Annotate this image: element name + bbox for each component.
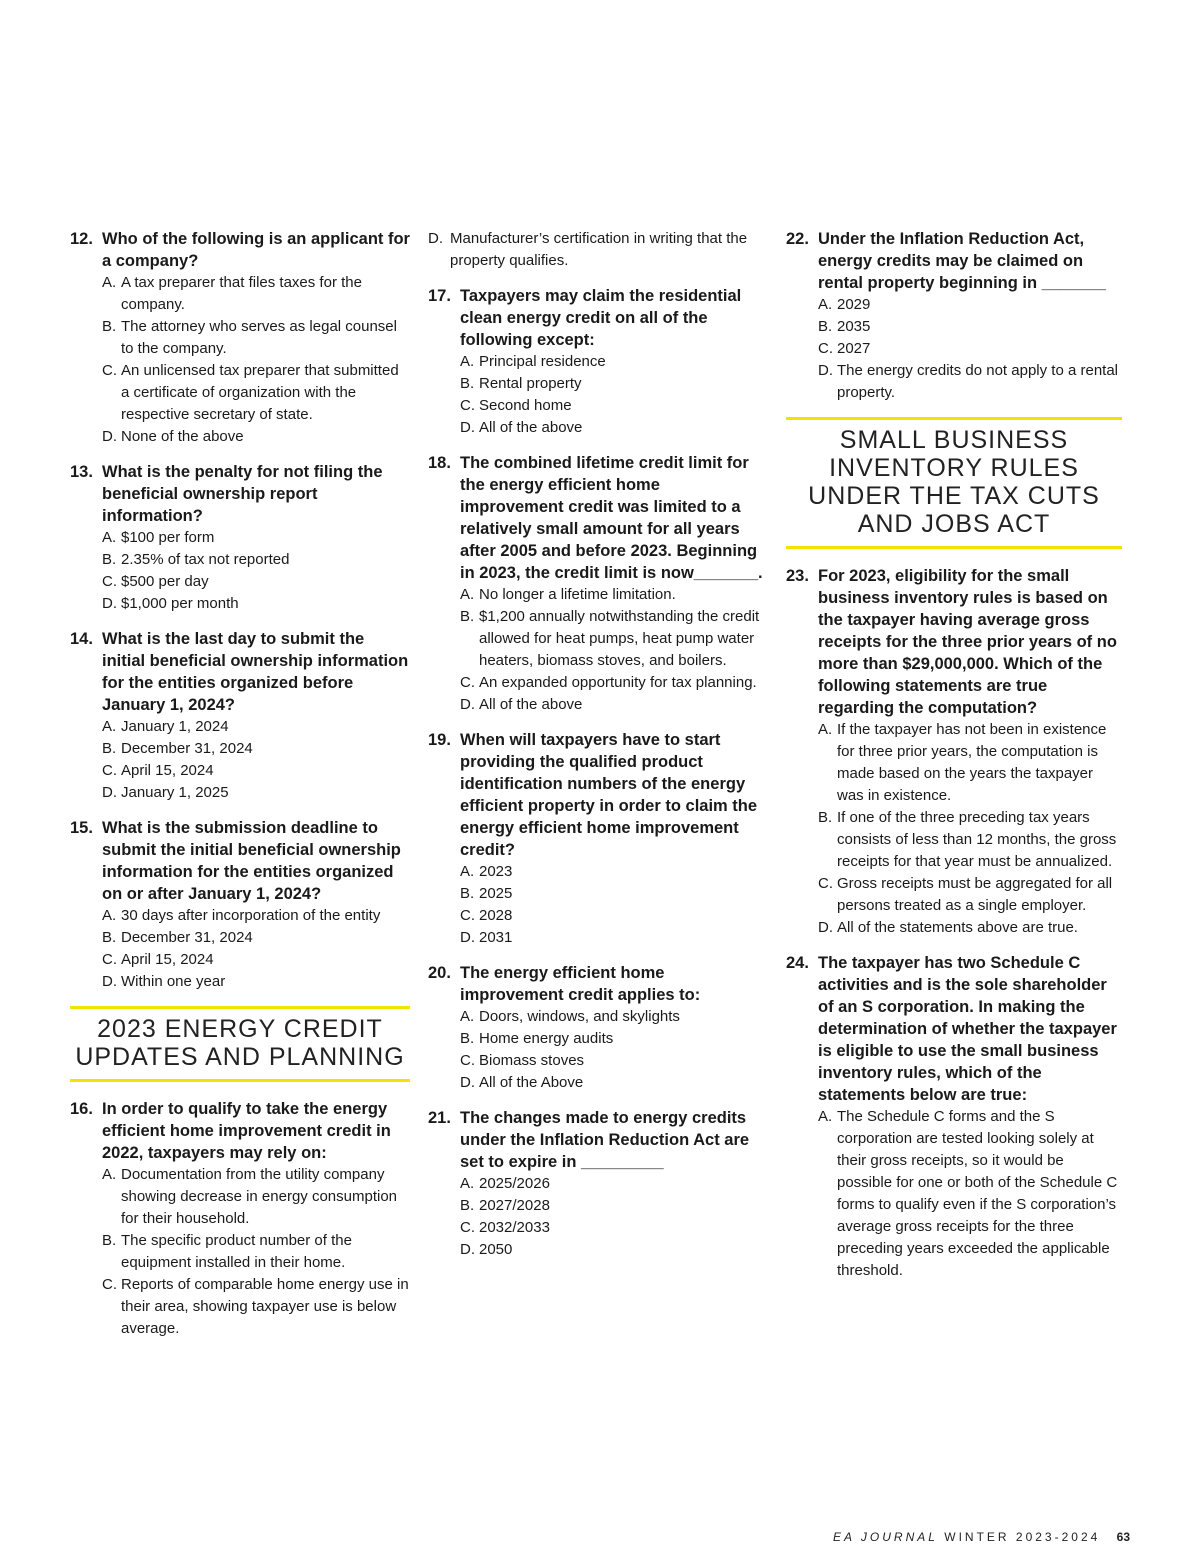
- option-letter: A.: [460, 863, 475, 880]
- option-letter: B.: [102, 929, 117, 946]
- answer-option: [102, 316, 410, 360]
- option-text: The Schedule C forms and the S corporation are tested looking solely at their gross receipts, so it would be possible for one or both of the Schedule C forms to qualify even if the S corporation’s average gross receipts for the three preceding years exceeded the applicable threshold.: [837, 1108, 1118, 1279]
- option-text: $1,200 annually notwithstanding the credit allowed for heat pumps, heat pump water heaters, biomass stoves, and boilers.: [479, 608, 760, 669]
- question-item: [70, 228, 410, 448]
- answer-options: [786, 294, 1122, 404]
- page-number: 63: [1116, 1530, 1130, 1544]
- question-number: 22.: [786, 230, 809, 248]
- question-item: [786, 565, 1122, 939]
- option-letter: C.: [102, 762, 117, 779]
- question-stem: [786, 228, 1122, 294]
- option-text: No longer a lifetime limitation.: [479, 586, 676, 603]
- answer-option: [102, 360, 410, 426]
- option-letter: C.: [102, 951, 117, 968]
- option-letter: D.: [818, 919, 833, 936]
- option-text: A tax preparer that files taxes for the company.: [121, 274, 362, 313]
- question-item: [70, 461, 410, 615]
- option-letter: B.: [818, 809, 833, 826]
- answer-option: [460, 351, 764, 373]
- answer-option: [102, 905, 410, 927]
- option-letter: C.: [102, 362, 117, 379]
- option-text: An unlicensed tax preparer that submitted a certificate of organization with the respective secretary of state.: [121, 362, 399, 423]
- answer-options: [786, 719, 1122, 939]
- answer-options: [70, 716, 410, 804]
- option-text: $1,000 per month: [121, 595, 239, 612]
- option-text: The energy credits do not apply to a rental property.: [837, 362, 1119, 401]
- option-text: 2027: [837, 340, 871, 357]
- option-text: Manufacturer’s certification in writing that the property qualifies.: [450, 230, 748, 269]
- answer-option: [460, 883, 764, 905]
- continued-option: [428, 228, 764, 272]
- option-text: 2025/2026: [479, 1175, 550, 1192]
- option-letter: C.: [102, 573, 117, 590]
- option-letter: A.: [460, 1008, 475, 1025]
- option-text: All of the above: [479, 696, 583, 713]
- option-letter: B.: [102, 551, 117, 568]
- option-letter: D.: [460, 696, 475, 713]
- question-text: The taxpayer has two Schedule C activities and is the sole shareholder of an S corporation. In making the determination of whether the taxpayer is eligible to use the small business inventory rules, which of the statements below are true:: [818, 954, 1117, 1104]
- question-stem: [70, 628, 410, 716]
- question-number: 12.: [70, 230, 93, 248]
- option-text: 2050: [479, 1241, 513, 1258]
- option-text: Biomass stoves: [479, 1052, 585, 1069]
- option-letter: D.: [460, 419, 475, 436]
- question-number: 17.: [428, 287, 451, 305]
- option-text: January 1, 2025: [121, 784, 229, 801]
- option-text: 2025: [479, 885, 513, 902]
- question-item: [786, 952, 1122, 1282]
- option-text: December 31, 2024: [121, 929, 253, 946]
- section-header: [786, 417, 1122, 549]
- question-stem: [428, 729, 764, 861]
- option-letter: D.: [102, 595, 117, 612]
- question-list: [786, 565, 1122, 1282]
- answer-option: [102, 1230, 410, 1274]
- option-text: Within one year: [121, 973, 226, 990]
- option-letter: C.: [460, 1052, 475, 1069]
- option-text: Doors, windows, and skylights: [479, 1008, 680, 1025]
- answer-options: [428, 861, 764, 949]
- option-text: All of the Above: [479, 1074, 584, 1091]
- question-stem: [428, 962, 764, 1006]
- option-letter: A.: [102, 529, 117, 546]
- option-letter: B.: [818, 318, 833, 335]
- answer-option: [460, 1195, 764, 1217]
- question-number: 24.: [786, 954, 809, 972]
- option-letter: D.: [460, 1074, 475, 1091]
- option-text: If one of the three preceding tax years consists of less than 12 months, the gross receipts for that year must be annualized.: [837, 809, 1117, 870]
- question-item: [428, 452, 764, 716]
- question-stem: [70, 228, 410, 272]
- option-text: An expanded opportunity for tax planning.: [479, 674, 757, 691]
- option-letter: B.: [460, 1030, 475, 1047]
- option-text: All of the above: [479, 419, 583, 436]
- option-text: None of the above: [121, 428, 244, 445]
- answer-option: [460, 417, 764, 439]
- answer-option: [818, 294, 1122, 316]
- question-text: For 2023, eligibility for the small business inventory rules is based on the taxpayer having average gross receipts for the three prior years of no more than $29,000,000. Which of the following statements are true regarding the computation?: [818, 567, 1117, 717]
- question-stem: [428, 452, 764, 584]
- option-letter: B.: [102, 740, 117, 757]
- answer-option: [460, 373, 764, 395]
- page-footer: [833, 1530, 1130, 1544]
- question-list: [786, 228, 1122, 404]
- answer-option: [102, 571, 410, 593]
- answer-options: [70, 272, 410, 448]
- question-text: Who of the following is an applicant for a company?: [102, 230, 410, 270]
- answer-option: [102, 927, 410, 949]
- question-item: [428, 729, 764, 949]
- answer-option: [460, 1072, 764, 1094]
- option-letter: D.: [818, 362, 833, 379]
- journal-name: EA JOURNAL: [833, 1530, 938, 1544]
- issue-label: WINTER 2023-2024: [944, 1530, 1101, 1544]
- answer-option: [102, 272, 410, 316]
- question-text: The energy efficient home improvement credit applies to:: [460, 964, 701, 1004]
- question-text: In order to qualify to take the energy efficient home improvement credit in 2022, taxpayers may rely on:: [102, 1100, 391, 1162]
- answer-option: [460, 1239, 764, 1261]
- question-stem: [428, 285, 764, 351]
- answer-option: [460, 927, 764, 949]
- question-stem: [428, 1107, 764, 1173]
- answer-option: [460, 1173, 764, 1195]
- answer-option: [102, 971, 410, 993]
- option-letter: C.: [102, 1276, 117, 1293]
- question-stem: [70, 461, 410, 527]
- option-text: 2.35% of tax not reported: [121, 551, 290, 568]
- option-text: January 1, 2024: [121, 718, 229, 735]
- answer-option: [460, 395, 764, 417]
- column-2: [428, 228, 764, 1274]
- option-text: Second home: [479, 397, 572, 414]
- option-letter: C.: [818, 340, 833, 357]
- option-letter: A.: [460, 586, 475, 603]
- question-number: 23.: [786, 567, 809, 585]
- option-letter: A.: [818, 296, 833, 313]
- option-text: Home energy audits: [479, 1030, 614, 1047]
- answer-option: [460, 1006, 764, 1028]
- option-letter: D.: [460, 1241, 475, 1258]
- answer-option: [102, 549, 410, 571]
- option-letter: D.: [102, 784, 117, 801]
- option-letter: A.: [818, 1108, 833, 1125]
- option-text: The attorney who serves as legal counsel to the company.: [121, 318, 397, 357]
- answer-option: [818, 338, 1122, 360]
- option-letter: A.: [818, 721, 833, 738]
- option-letter: A.: [102, 1166, 117, 1183]
- answer-options: [428, 1173, 764, 1261]
- option-letter: C.: [460, 907, 475, 924]
- option-text: $100 per form: [121, 529, 215, 546]
- answer-option: [818, 1106, 1122, 1282]
- option-text: April 15, 2024: [121, 951, 214, 968]
- option-letter: C.: [818, 875, 833, 892]
- answer-options: [70, 527, 410, 615]
- question-text: Under the Inflation Reduction Act, energy credits may be claimed on rental property beginning in _______: [818, 230, 1106, 292]
- option-letter: B.: [102, 1232, 117, 1249]
- answer-option: [102, 716, 410, 738]
- option-text: 2028: [479, 907, 513, 924]
- answer-options: [70, 905, 410, 993]
- answer-option: [818, 873, 1122, 917]
- question-text: When will taxpayers have to start providing the qualified product identification numbers of the energy efficient property in order to claim the energy efficient home improvement credit?: [460, 731, 758, 859]
- answer-options: [428, 351, 764, 439]
- answer-options: [786, 1106, 1122, 1282]
- option-letter: C.: [460, 674, 475, 691]
- question-text: What is the submission deadline to submit the initial beneficial ownership information for the entities organized on or after January 1, 2024?: [102, 819, 401, 903]
- option-letter: B.: [460, 608, 475, 625]
- option-letter: A.: [102, 718, 117, 735]
- question-number: 16.: [70, 1100, 93, 1118]
- option-text: If the taxpayer has not been in existence for three prior years, the computation is made based on the years the taxpayer was in existence.: [837, 721, 1107, 804]
- option-text: Reports of comparable home energy use in their area, showing taxpayer use is below average.: [121, 1276, 409, 1337]
- column-3: [786, 228, 1122, 1295]
- option-letter: C.: [460, 1219, 475, 1236]
- question-stem: [70, 1098, 410, 1164]
- option-letter: A.: [460, 1175, 475, 1192]
- question-number: 19.: [428, 731, 451, 749]
- option-letter: C.: [460, 397, 475, 414]
- question-text: Taxpayers may claim the residential clean energy credit on all of the following except:: [460, 287, 742, 349]
- option-text: 30 days after incorporation of the entity: [121, 907, 381, 924]
- section-title: SMALL BUSINESS INVENTORY RULES UNDER THE TAX CUTS AND JOBS ACT: [808, 426, 1100, 538]
- option-text: 2031: [479, 929, 513, 946]
- question-list: [70, 1098, 410, 1340]
- option-letter: D.: [428, 230, 443, 247]
- option-text: 2027/2028: [479, 1197, 550, 1214]
- question-list: [70, 228, 410, 993]
- answer-options: [428, 1006, 764, 1094]
- question-item: [70, 628, 410, 804]
- option-letter: A.: [460, 353, 475, 370]
- question-number: 13.: [70, 463, 93, 481]
- option-letter: D.: [460, 929, 475, 946]
- option-text: 2023: [479, 863, 513, 880]
- question-number: 15.: [70, 819, 93, 837]
- answer-option: [102, 593, 410, 615]
- question-list: [428, 285, 764, 1261]
- answer-option: [460, 905, 764, 927]
- answer-option: [102, 426, 410, 448]
- answer-options: [428, 584, 764, 716]
- answer-option: [102, 760, 410, 782]
- option-text: April 15, 2024: [121, 762, 214, 779]
- question-text: What is the penalty for not filing the beneficial ownership report information?: [102, 463, 383, 525]
- option-letter: B.: [460, 1197, 475, 1214]
- question-item: [786, 228, 1122, 404]
- option-letter: B.: [102, 318, 117, 335]
- question-text: The combined lifetime credit limit for the energy efficient home improvement credit was limited to a relatively small amount for all years after 2005 and before 2023. Beginning in 2023, the credit limit is now_______.: [460, 454, 763, 582]
- answer-option: [818, 316, 1122, 338]
- option-letter: D.: [102, 973, 117, 990]
- question-number: 14.: [70, 630, 93, 648]
- answer-option: [818, 719, 1122, 807]
- question-text: What is the last day to submit the initial beneficial ownership information for the entities organized before January 1, 2024?: [102, 630, 409, 714]
- answer-option: [460, 861, 764, 883]
- answer-option: [460, 672, 764, 694]
- option-text: Gross receipts must be aggregated for all persons treated as a single employer.: [837, 875, 1113, 914]
- question-stem: [786, 565, 1122, 719]
- section-header: [70, 1006, 410, 1082]
- answer-option: [460, 584, 764, 606]
- answer-option: [102, 1164, 410, 1230]
- option-letter: B.: [460, 375, 475, 392]
- answer-option: [460, 1217, 764, 1239]
- option-letter: A.: [102, 907, 117, 924]
- option-text: Principal residence: [479, 353, 606, 370]
- question-item: [70, 1098, 410, 1340]
- question-stem: [786, 952, 1122, 1106]
- option-text: $500 per day: [121, 573, 209, 590]
- answer-option: [102, 1274, 410, 1340]
- question-number: 18.: [428, 454, 451, 472]
- answer-option: [102, 949, 410, 971]
- answer-option: [102, 527, 410, 549]
- option-letter: D.: [102, 428, 117, 445]
- question-item: [428, 1107, 764, 1261]
- option-text: December 31, 2024: [121, 740, 253, 757]
- answer-option: [818, 360, 1122, 404]
- answer-option: [102, 738, 410, 760]
- column-1: [70, 228, 410, 1353]
- option-text: Rental property: [479, 375, 582, 392]
- answer-option: [102, 782, 410, 804]
- question-item: [70, 817, 410, 993]
- answer-option: [460, 606, 764, 672]
- answer-option: [460, 694, 764, 716]
- answer-option: [460, 1028, 764, 1050]
- answer-option: [818, 917, 1122, 939]
- section-title: 2023 ENERGY CREDIT UPDATES AND PLANNING: [75, 1015, 405, 1071]
- option-text: The specific product number of the equipment installed in their home.: [121, 1232, 352, 1271]
- answer-option: [460, 1050, 764, 1072]
- option-letter: B.: [460, 885, 475, 902]
- question-item: [428, 962, 764, 1094]
- option-text: 2032/2033: [479, 1219, 550, 1236]
- question-stem: [70, 817, 410, 905]
- answer-option: [818, 807, 1122, 873]
- option-text: All of the statements above are true.: [837, 919, 1078, 936]
- option-letter: A.: [102, 274, 117, 291]
- option-text: Documentation from the utility company showing decrease in energy consumption for their household.: [121, 1166, 397, 1227]
- question-number: 21.: [428, 1109, 451, 1127]
- question-item: [428, 285, 764, 439]
- question-text: The changes made to energy credits under the Inflation Reduction Act are set to expire in _________: [460, 1109, 750, 1171]
- answer-options: [70, 1164, 410, 1340]
- option-text: 2029: [837, 296, 871, 313]
- question-number: 20.: [428, 964, 451, 982]
- option-text: 2035: [837, 318, 871, 335]
